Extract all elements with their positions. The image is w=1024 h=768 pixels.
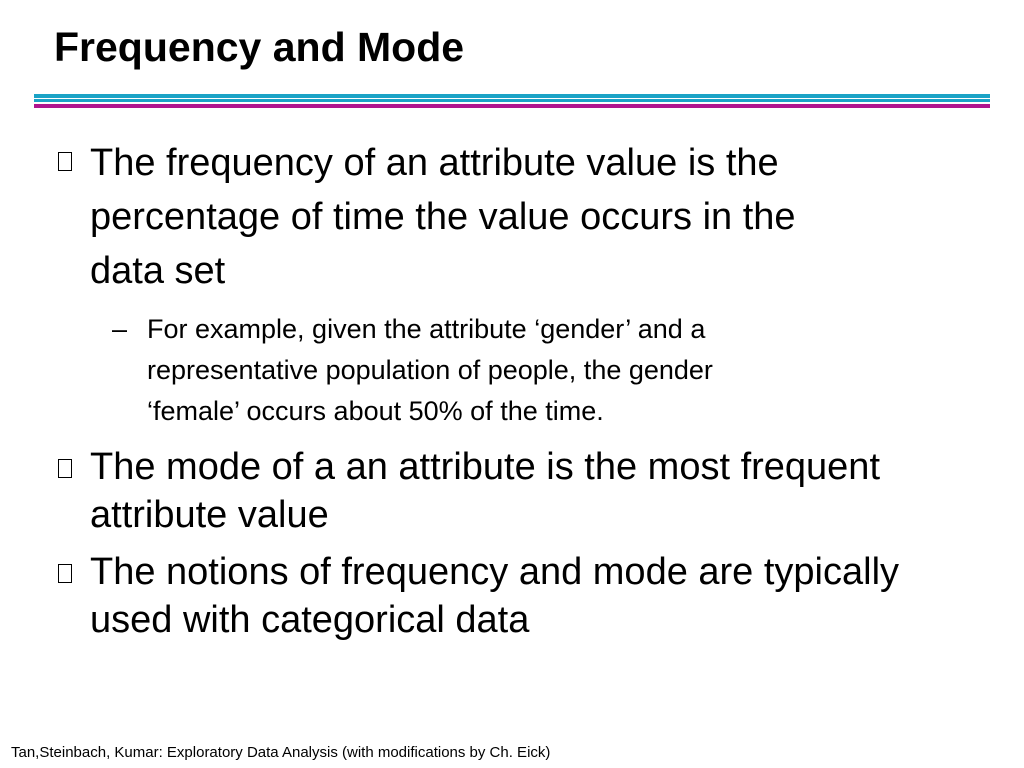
bullet-1-line-1: The frequency of an attribute value is the — [90, 142, 779, 184]
bullet-2-line-2: attribute value — [90, 494, 329, 536]
bullet-3-line-1: The notions of frequency and mode are typically — [90, 551, 900, 593]
sub-bullet-line-3: ‘female’ occurs about 50% of the time. — [147, 396, 604, 426]
slide-footer: Tan,Steinbach, Kumar: Exploratory Data Analysis (with modifications by Ch. Eick) — [11, 744, 551, 761]
sub-bullet-line-2: representative population of people, the gender — [147, 355, 713, 385]
bullet-3-line-2: used with categorical data — [90, 599, 530, 641]
bullet-2-line-1: The mode of a an attribute is the most frequent — [90, 446, 881, 488]
title-underline-magenta — [34, 104, 990, 108]
sub-bullet-line-1: For example, given the attribute ‘gender’ and a — [147, 314, 706, 344]
bullet-1-line-2: percentage of time the value occurs in the — [90, 196, 796, 238]
sub-bullet-dash: – — [112, 314, 128, 344]
slide-title: Frequency and Mode — [54, 24, 465, 70]
hollow-square-bullet-icon — [58, 152, 72, 171]
bullet-1-line-3: data set — [90, 250, 226, 292]
title-underline-teal — [34, 94, 990, 98]
title-underline-teal-secondary — [34, 99, 990, 102]
hollow-square-bullet-icon — [58, 459, 72, 478]
hollow-square-bullet-icon — [58, 564, 72, 583]
